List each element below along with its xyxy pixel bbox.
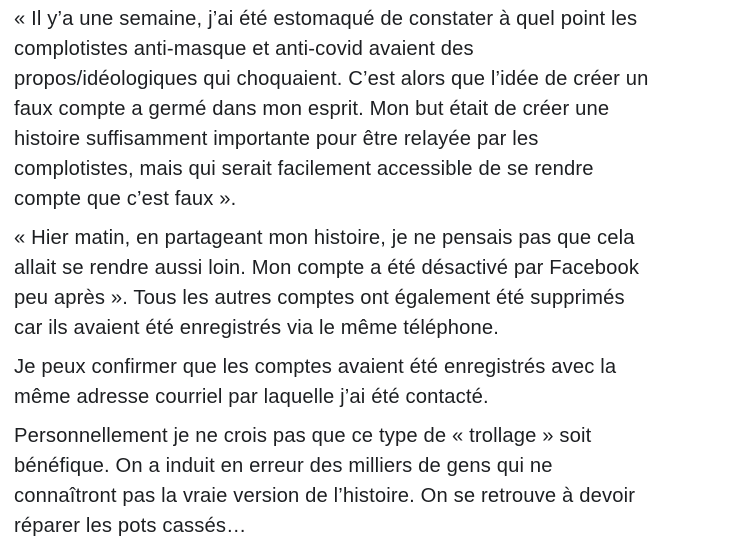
- text-line: peu après ». Tous les autres comptes ont également été supprimés: [14, 287, 625, 309]
- text-line: réparer les pots cassés…: [14, 515, 247, 537]
- text-line: car ils avaient été enregistrés via le même téléphone.: [14, 317, 499, 339]
- text-line: connaîtront pas la vraie version de l’histoire. On se retrouve à devoir: [14, 485, 636, 507]
- text-line: Je peux confirmer que les comptes avaient été enregistrés avec la: [14, 356, 617, 378]
- text-line: complotistes, mais qui serait facilement accessible de se rendre: [14, 158, 594, 180]
- post-paragraph: [14, 352, 730, 412]
- text-line: propos/idéologiques qui choquaient. C’est alors que l’idée de créer un: [14, 68, 649, 90]
- text-line: « Il y’a une semaine, j’ai été estomaqué de constater à quel point les: [14, 8, 638, 30]
- text-line: complotistes anti-masque et anti-covid avaient des: [14, 38, 474, 60]
- post-body: [14, 4, 730, 550]
- text-line: bénéfique. On a induit en erreur des milliers de gens qui ne: [14, 455, 553, 477]
- post-paragraph: [14, 223, 730, 343]
- text-line: « Hier matin, en partageant mon histoire, je ne pensais pas que cela: [14, 227, 635, 249]
- text-line: allait se rendre aussi loin. Mon compte a été désactivé par Facebook: [14, 257, 640, 279]
- text-line: même adresse courriel par laquelle j’ai été contacté.: [14, 386, 489, 408]
- text-line: compte que c’est faux ».: [14, 188, 237, 210]
- post-paragraph: [14, 421, 730, 541]
- post-paragraph: [14, 4, 730, 214]
- text-line: histoire suffisamment importante pour être relayée par les: [14, 128, 539, 150]
- text-line: Personnellement je ne crois pas que ce type de « trollage » soit: [14, 425, 592, 447]
- text-line: faux compte a germé dans mon esprit. Mon but était de créer une: [14, 98, 610, 120]
